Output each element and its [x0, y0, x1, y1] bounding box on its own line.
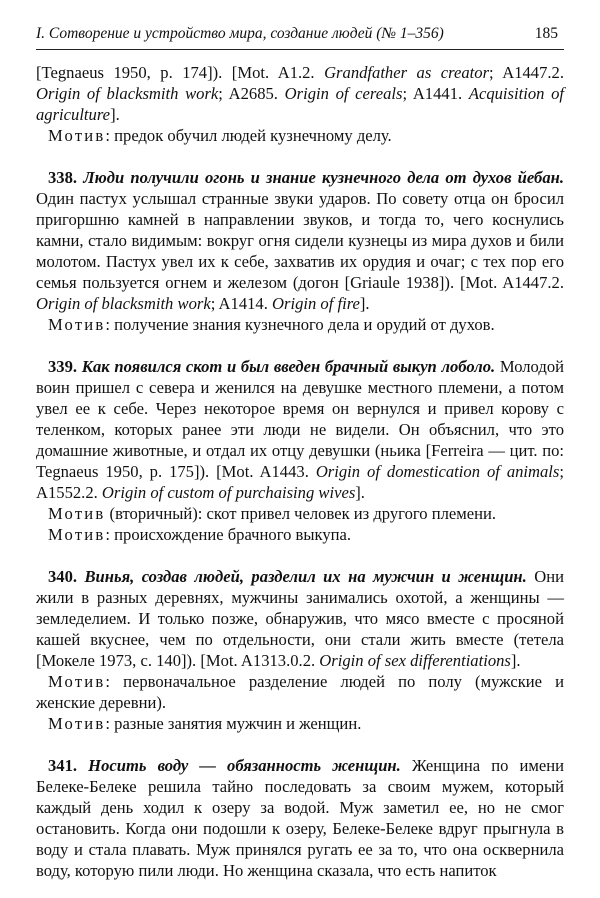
page-number: 185	[534, 25, 558, 42]
entry-title: Носить воду — обязанность женщин.	[88, 756, 401, 775]
page-content	[36, 62, 564, 881]
running-title: I. Сотворение и устройство мира, создание людей (№ 1–356)	[36, 25, 444, 42]
motif-line: Мотив: разные занятия мужчин и женщин.	[48, 714, 362, 733]
motif-line: Мотив: предок обучил людей кузнечному делу.	[48, 126, 392, 145]
entry-title: Как появился скот и был введен брачный выкуп лоболо.	[81, 357, 496, 376]
entry-339: 339. Как появился скот и был введен брачный выкуп лоболо. Молодой воин пришел с севера и женился на девушке местного племени, а потом увел ее к себе. Через некоторое время он вернулся и привел корову с теленком, которых ранее эти люди не видели. Он объяснил, что это домашние животные, и отдал их отцу девушки (ньика [Ferreira — цит. по: Tegnaeus 1950, p. 175]). [Mot. A1443. Origin of domestication of animals; A1552.2. Origin of custom of purchaising wives].	[36, 357, 564, 502]
continued-entry-references: [Tegnaeus 1950, p. 174]). [Mot. A1.2. Grandfather as creator; A1447.2. Origin of blacksmith work; A2685. Origin of cereals; A1441. Acquisition of agriculture].	[36, 63, 564, 124]
motif-line: Мотив: получение знания кузнечного дела и орудий от духов.	[48, 315, 495, 334]
motif-line: Мотив: первоначальное разделение людей по полу (мужские и женские деревни).	[36, 672, 564, 712]
motif-line: Мотив (вторичный): скот привел человек из другого племени.	[48, 504, 497, 523]
entry-title: Винья, создав людей, разделил их на мужчин и женщин.	[84, 567, 527, 586]
entry-341: 341. Носить воду — обязанность женщин. Женщина по имени Белеке-Белеке решила тайно последовать за своим мужем, который каждый день ходил к озеру за водой. Муж заметил ее, но не смог остановить. Когда они подошли к озеру, Белеке-Белеке вдруг прыгнула в воду и стала плавать. Муж принялся ругать ее за то, что она осквернила воду, которую пили люди. Но женщина сказала, что есть напиток	[36, 756, 564, 880]
entry-number: 339.	[48, 357, 78, 376]
entry-title: Люди получили огонь и знание кузнечного дела от духов йебан.	[83, 168, 564, 187]
running-header	[36, 24, 564, 50]
entry-number: 341.	[48, 756, 78, 775]
entry-338: 338. Люди получили огонь и знание кузнечного дела от духов йебан. Один пастух услышал странные звуки ударов. По совету отца он бросил пригоршню камней в направлении звуков, и тогда то, чего коснулись камни, стало видимым: вокруг огня сидели кузнецы из мира духов и били молотом. Пастух увел их к себе, захватив их орудия и очаг; с тех пор его семья пользуется огнем и железом (догон [Griaule 1938]). [Mot. A1447.2. Origin of blacksmith work; A1414. Origin of fire].	[36, 168, 564, 313]
entry-340: 340. Винья, создав людей, разделил их на мужчин и женщин. Они жили в разных деревнях, мужчины занимались охотой, а женщины — земледелием. И только позже, обнаружив, что мясо вместе с просяной кашей вкуснее, чем по отдельности, они стали жить вместе (тетела [Мокеле 1973, с. 140]). [Mot. A1313.0.2. Origin of sex differentiations].	[36, 567, 564, 670]
entry-number: 340.	[48, 567, 78, 586]
entry-number: 338.	[48, 168, 78, 187]
motif-line: Мотив: происхождение брачного выкупа.	[48, 525, 352, 544]
